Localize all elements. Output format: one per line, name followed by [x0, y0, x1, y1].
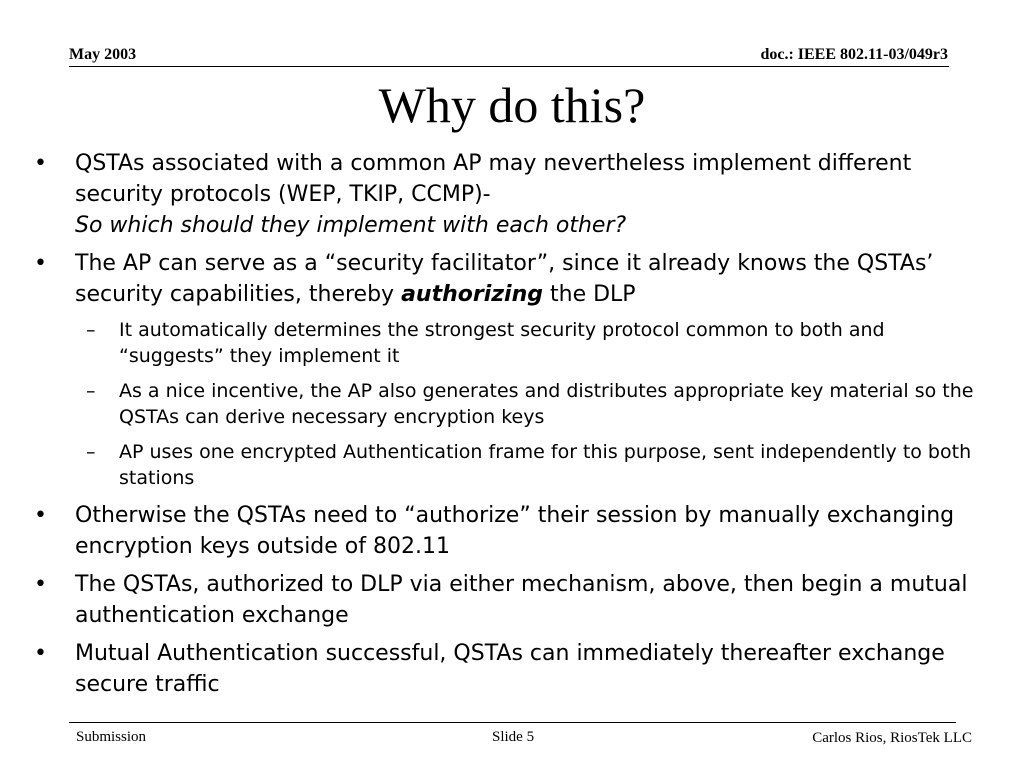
dash-icon: – [86, 319, 96, 341]
bullet-5 [34, 638, 994, 700]
bullet-dot-icon: • [34, 641, 47, 666]
bullet-1 [34, 148, 994, 241]
bullet-3 [34, 500, 994, 562]
sub-bullet-1 [34, 317, 994, 369]
bullet-5-text: Mutual Authentication successful, QSTAs can immediately thereafter exchange secure traffic [75, 641, 945, 697]
sub-bullet-1-text: It automatically determines the strongest security protocol common to both and “suggests” they implement it [119, 319, 885, 367]
sub-bullet-2 [34, 378, 994, 430]
bullet-2 [34, 248, 994, 310]
bullet-dot-icon: • [34, 503, 47, 528]
footer-slide-number: Slide 5 [492, 729, 535, 745]
dash-icon: – [86, 380, 96, 402]
slide-body [34, 148, 994, 707]
dash-icon: – [86, 441, 96, 463]
footer-author: Carlos Rios, RiosTek LLC [812, 730, 972, 746]
header-doc-id: doc.: IEEE 802.11-03/049r3 [760, 46, 948, 63]
bullet-dot-icon: • [34, 572, 47, 597]
footer-rule [69, 722, 956, 723]
bullet-dot-icon: • [34, 251, 47, 276]
bullet-1-question: So which should they implement with each other? [75, 213, 627, 238]
bullet-2-text-post: the DLP [543, 282, 636, 307]
bullet-4 [34, 569, 994, 631]
sub-bullet-3-text: AP uses one encrypted Authentication frame for this purpose, sent independently to both stations [119, 441, 972, 489]
header-date: May 2003 [69, 46, 137, 63]
sub-bullet-2-text: As a nice incentive, the AP also generates and distributes appropriate key material so the QSTAs can derive necessary encryption keys [119, 380, 974, 428]
bullet-4-text: The QSTAs, authorized to DLP via either mechanism, above, then begin a mutual authentication exchange [75, 572, 968, 628]
bullet-2-emphasis: authorizing [401, 282, 544, 307]
bullet-2-text-pre: The AP can serve as a “security facilitator”, since it already knows the QSTAs’ security capabilities, thereby [75, 251, 934, 307]
header-rule [69, 66, 949, 67]
footer-submission: Submission [76, 729, 147, 745]
bullet-1-text: QSTAs associated with a common AP may nevertheless implement different security protocols (WEP, TKIP, CCMP)- [75, 151, 912, 207]
bullet-dot-icon: • [34, 151, 47, 176]
slide-title: Why do this? [378, 77, 646, 133]
sub-bullet-3 [34, 439, 994, 491]
bullet-3-text: Otherwise the QSTAs need to “authorize” their session by manually exchanging encryption keys outside of 802.11 [75, 503, 955, 559]
